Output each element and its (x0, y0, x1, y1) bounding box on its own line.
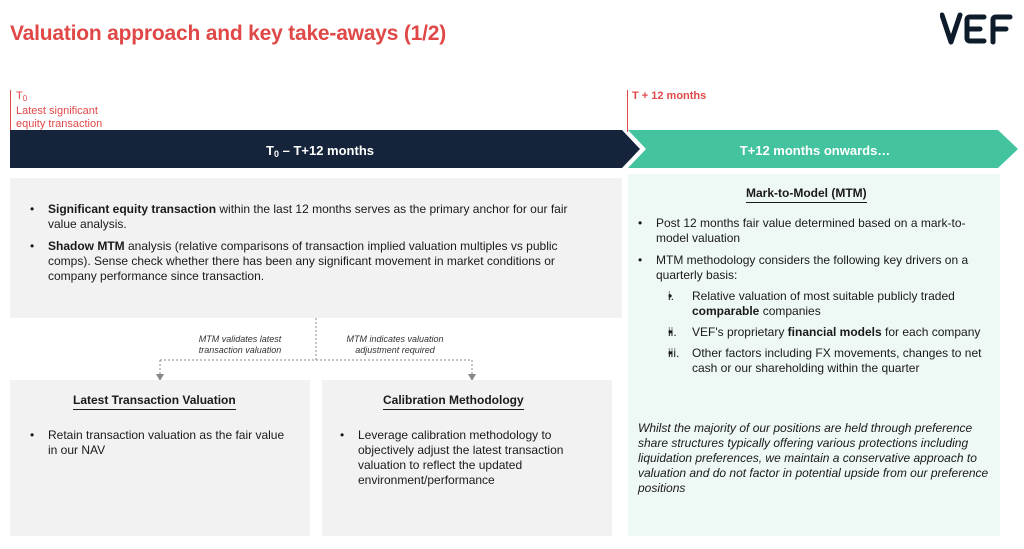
equity-transaction-bold: Significant equity transaction (48, 202, 217, 216)
driver-pre: Other factors including FX movements, changes to net cash or our shareholding within the quarter (692, 346, 982, 375)
preference-share-note: Whilst the majority of our positions are held through preference share structures typically offering various protections including liquidation preferences, we maintain a conservative approach to valuation and do not factor in potential upside from our preference positions (638, 421, 989, 495)
driver-post: companies (759, 304, 821, 318)
driver-num: • iii. (668, 346, 680, 360)
equity-transaction-panel (10, 178, 622, 318)
dark-arrow-sub: 0 (273, 149, 279, 159)
dark-arrow-label (10, 143, 630, 159)
driver-num: • i. (668, 289, 674, 303)
calibration-heading: Calibration Methodology (383, 393, 524, 410)
calibration-bullet: • Leverage calibration methodology to objectively adjust the latest transaction valuation to reflect the updated environment/performance (340, 428, 602, 488)
t0-main: T (16, 90, 23, 102)
connector-left-line2: transaction valuation (198, 345, 282, 355)
latest-transaction-heading: Latest Transaction Valuation (73, 393, 236, 410)
page-title: Valuation approach and key take-aways (1/2) (10, 22, 447, 45)
mark-to-model-panel (628, 174, 1000, 536)
driver-bold: comparable (692, 304, 760, 318)
mtm-bullet-post-12: • Post 12 months fair value determined based on a mark-to-model valuation (638, 216, 993, 246)
connector-label-validates (170, 334, 310, 356)
mtm-driver-item (668, 325, 993, 340)
calibration-panel (322, 380, 612, 536)
t0-desc-line2: equity transaction (16, 118, 103, 130)
dark-arrow-rest: – T+12 months (278, 143, 374, 158)
driver-pre: Relative valuation of most suitable publicly traded (692, 289, 955, 303)
mtm-bullet-drivers (638, 253, 993, 376)
latest-transaction-bullet: • Retain transaction valuation as the fair value in our NAV (30, 428, 295, 458)
t0-sub: 0 (22, 94, 28, 103)
mtm-drivers-text: MTM methodology considers the following key drivers on a quarterly basis: (656, 253, 969, 282)
dark-arrow-main: T (266, 143, 274, 158)
shadow-mtm-bold: Shadow MTM (48, 239, 125, 253)
connector-right-line2: adjustment required (355, 345, 435, 355)
latest-transaction-panel (10, 380, 310, 536)
shadow-mtm-text: analysis (relative comparisons of transaction implied valuation multiples vs public comps). Sense check whether there has been any significant movement in market conditions or company performance since transaction. (48, 239, 558, 283)
driver-bold: financial models (787, 325, 882, 339)
driver-pre: VEF's proprietary (692, 325, 788, 339)
t12-marker-label: T + 12 months (632, 90, 707, 102)
equity-transaction-bullet (30, 202, 594, 232)
mtm-drivers-list (656, 289, 993, 376)
shadow-mtm-bullet (30, 239, 594, 284)
driver-post: for each company (881, 325, 981, 339)
connector-label-adjustment (320, 334, 470, 356)
connector-right-line1: MTM indicates valuation (346, 334, 444, 344)
t0-desc-line1: Latest significant (16, 105, 98, 117)
driver-num: • ii. (668, 325, 677, 339)
teal-arrow-label: T+12 months onwards… (739, 143, 891, 158)
mtm-heading: Mark-to-Model (MTM) (746, 186, 867, 203)
equity-transaction-text: within the last 12 months serves as the primary anchor for our fair value analysis. (48, 202, 568, 231)
mtm-driver-item (668, 289, 993, 319)
mtm-driver-item (668, 346, 993, 376)
connector-left-line1: MTM validates latest (198, 334, 282, 344)
